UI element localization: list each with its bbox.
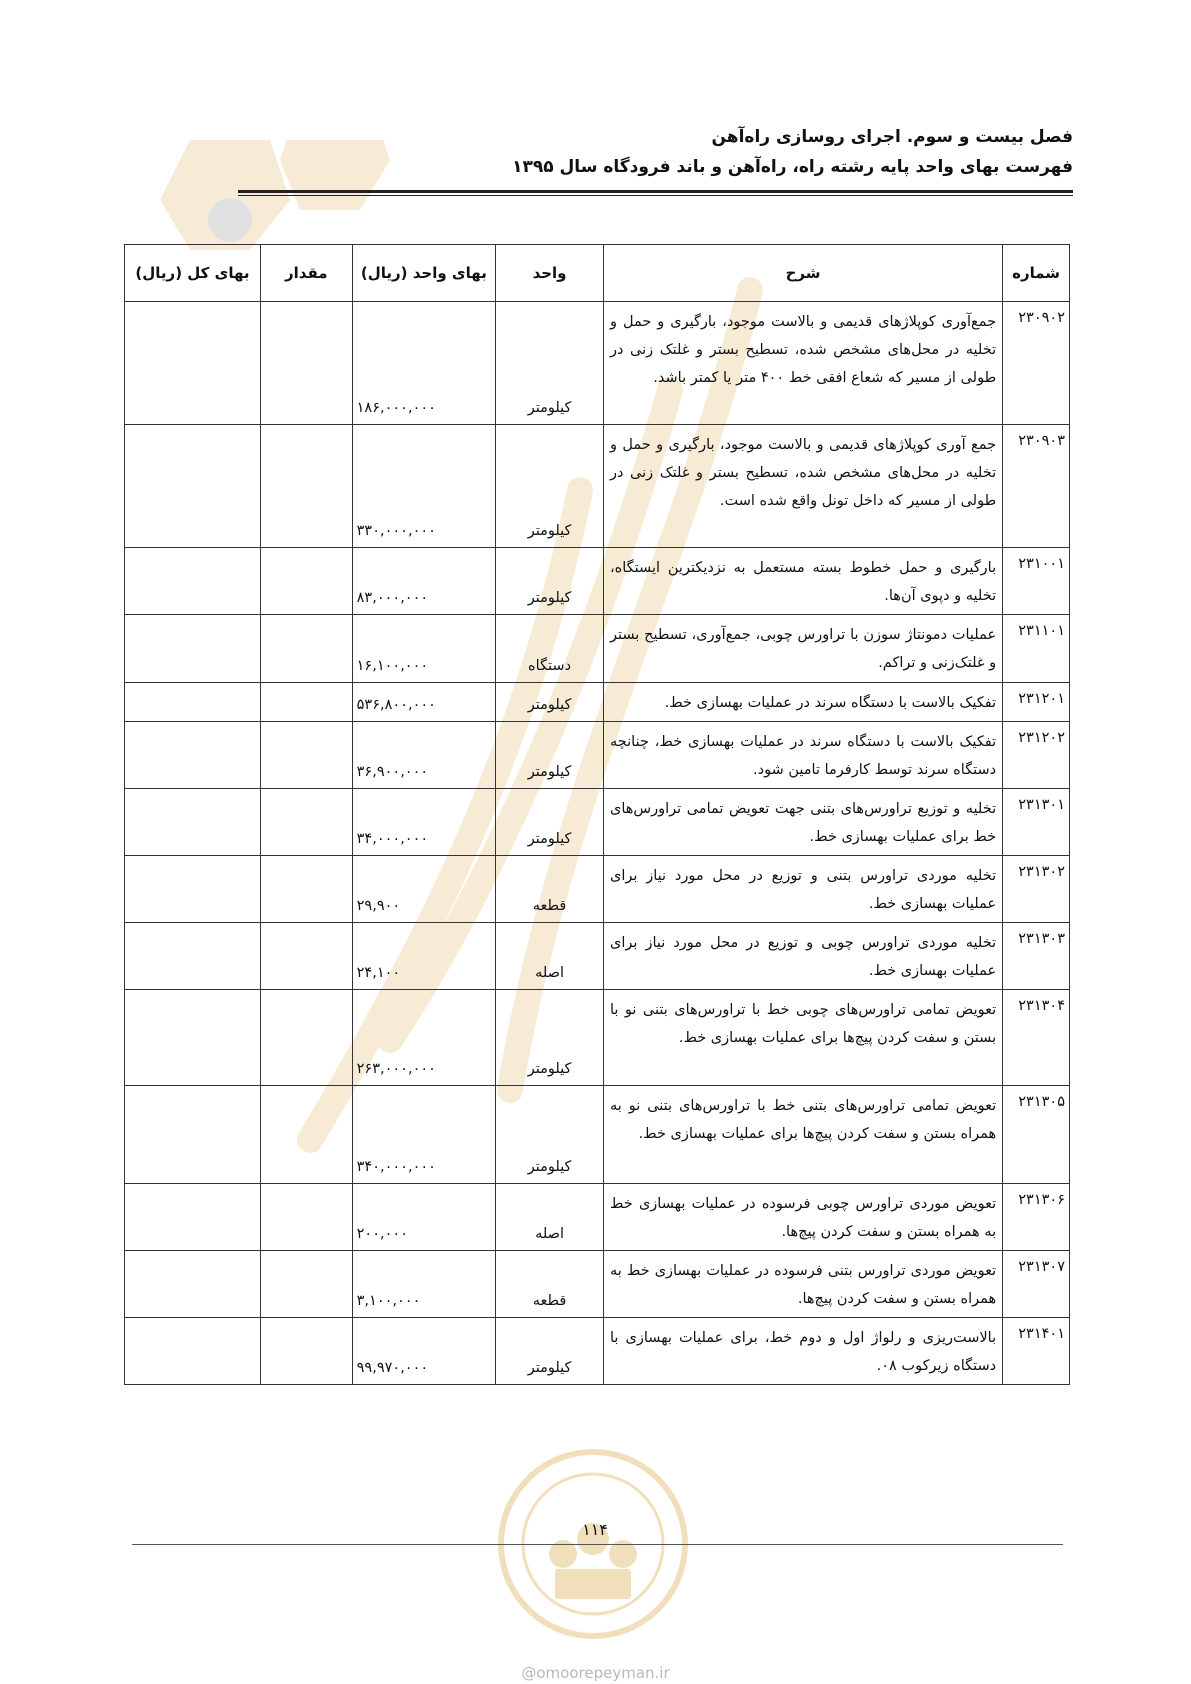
item-unit-price: ۲۴,۱۰۰ — [352, 923, 495, 990]
footer-rule — [132, 1544, 1063, 1545]
item-description: تخلیه موردی تراورس بتنی و توزیع در محل مورد نیاز برای عملیات بهسازی خط. — [603, 856, 1002, 923]
item-quantity — [260, 856, 352, 923]
item-quantity — [260, 1086, 352, 1184]
item-description: تخلیه و توزیع تراورس‌های بتنی جهت تعویض تمامی تراورس‌های خط برای عملیات بهسازی خط. — [603, 789, 1002, 856]
item-unit: کیلومتر — [496, 990, 604, 1086]
item-unit-price: ۲۹,۹۰۰ — [352, 856, 495, 923]
header-description: شرح — [603, 245, 1002, 302]
item-quantity — [260, 683, 352, 722]
item-unit-price: ۳۶,۹۰۰,۰۰۰ — [352, 722, 495, 789]
item-quantity — [260, 302, 352, 425]
item-number: ۲۳۱۴۰۱ — [1003, 1318, 1070, 1385]
item-unit-price: ۱۶,۱۰۰,۰۰۰ — [352, 615, 495, 683]
item-number: ۲۳۱۳۰۴ — [1003, 990, 1070, 1086]
item-total-price — [125, 615, 261, 683]
item-number: ۲۳۱۳۰۲ — [1003, 856, 1070, 923]
item-unit: کیلومتر — [496, 789, 604, 856]
item-description: تعویض موردی تراورس بتنی فرسوده در عملیات بهسازی خط به همراه بستن و سفت کردن پیچ‌ها. — [603, 1251, 1002, 1318]
item-unit-price: ۹۹,۹۷۰,۰۰۰ — [352, 1318, 495, 1385]
item-unit: کیلومتر — [496, 302, 604, 425]
item-quantity — [260, 789, 352, 856]
table-row — [125, 789, 1070, 856]
item-unit: کیلومتر — [496, 1318, 604, 1385]
item-description: جمع آوری کوپلاژهای قدیمی و بالاست موجود، بارگیری و حمل و تخلیه در محل‌های مشخص شده، تسطیح بستر و غلتک زنی در طولی از مسیر که داخل تونل واقع شده است. — [603, 425, 1002, 548]
item-quantity — [260, 425, 352, 548]
item-total-price — [125, 990, 261, 1086]
table-row — [125, 425, 1070, 548]
item-quantity — [260, 1184, 352, 1251]
website-watermark: @omoorepeyman.ir — [521, 1664, 670, 1682]
item-quantity — [260, 548, 352, 615]
item-description: عملیات دمونتاژ سوزن با تراورس چوبی، جمع‌آوری، تسطیح بستر و غلتک‌زنی و تراکم. — [603, 615, 1002, 683]
item-description: تعویض تمامی تراورس‌های چوبی خط با تراورس‌های بتنی نو با بستن و سفت کردن پیچ‌ها برای عملیات بهسازی خط. — [603, 990, 1002, 1086]
item-number: ۲۳۱۳۰۵ — [1003, 1086, 1070, 1184]
item-description: بارگیری و حمل خطوط بسته مستعمل به نزدیکترین ایستگاه، تخلیه و دپوی آن‌ها. — [603, 548, 1002, 615]
item-unit-price: ۵۳۶,۸۰۰,۰۰۰ — [352, 683, 495, 722]
item-number: ۲۳۰۹۰۳ — [1003, 425, 1070, 548]
item-unit: دستگاه — [496, 615, 604, 683]
item-description: جمع‌آوری کوپلاژهای قدیمی و بالاست موجود، بارگیری و حمل و تخلیه در محل‌های مشخص شده، تسطیح بستر و غلتک زنی در طولی از مسیر که شعاع افقی خط ۴۰۰ متر یا کمتر باشد. — [603, 302, 1002, 425]
item-total-price — [125, 1086, 261, 1184]
item-unit-price: ۳۳۰,۰۰۰,۰۰۰ — [352, 425, 495, 548]
item-unit: کیلومتر — [496, 722, 604, 789]
item-number: ۲۳۱۲۰۲ — [1003, 722, 1070, 789]
item-description: بالاست‌ریزی و رلواژ اول و دوم خط، برای عملیات بهسازی با دستگاه زیرکوب ۰۸. — [603, 1318, 1002, 1385]
item-total-price — [125, 1318, 261, 1385]
item-unit-price: ۲۰۰,۰۰۰ — [352, 1184, 495, 1251]
chapter-title: فصل بیست و سوم. اجرای روسازی راه‌آهن — [711, 127, 1073, 147]
table-row — [125, 923, 1070, 990]
item-unit: اصله — [496, 923, 604, 990]
table-header-row — [125, 245, 1070, 302]
header-number: شماره — [1003, 245, 1070, 302]
header-rule-thin — [238, 195, 1073, 196]
item-total-price — [125, 1251, 261, 1318]
item-quantity — [260, 923, 352, 990]
page-number: ۱۱۴ — [582, 1520, 608, 1539]
item-number: ۲۳۱۳۰۶ — [1003, 1184, 1070, 1251]
item-number: ۲۳۱۲۰۱ — [1003, 683, 1070, 722]
item-total-price — [125, 683, 261, 722]
item-total-price — [125, 789, 261, 856]
table-row — [125, 302, 1070, 425]
item-unit-price: ۲۶۳,۰۰۰,۰۰۰ — [352, 990, 495, 1086]
page-header — [238, 122, 1073, 182]
table-row — [125, 856, 1070, 923]
item-number: ۲۳۱۳۰۷ — [1003, 1251, 1070, 1318]
item-quantity — [260, 990, 352, 1086]
item-unit: قطعه — [496, 856, 604, 923]
header-rule — [238, 190, 1073, 193]
item-description: تخلیه موردی تراورس چوبی و توزیع در محل مورد نیاز برای عملیات بهسازی خط. — [603, 923, 1002, 990]
item-number: ۲۳۱۰۰۱ — [1003, 548, 1070, 615]
item-quantity — [260, 615, 352, 683]
item-quantity — [260, 722, 352, 789]
item-unit: کیلومتر — [496, 683, 604, 722]
table-row — [125, 1318, 1070, 1385]
header-unit: واحد — [496, 245, 604, 302]
table-row — [125, 1251, 1070, 1318]
table-row — [125, 548, 1070, 615]
item-number: ۲۳۱۳۰۳ — [1003, 923, 1070, 990]
table-row — [125, 1086, 1070, 1184]
list-title: فهرست بهای واحد پایه رشته راه، راه‌آهن و باند فرودگاه سال ۱۳۹۵ — [512, 157, 1073, 177]
table-row — [125, 722, 1070, 789]
header-quantity: مقدار — [260, 245, 352, 302]
item-unit: قطعه — [496, 1251, 604, 1318]
item-unit-price: ۱۸۶,۰۰۰,۰۰۰ — [352, 302, 495, 425]
table-row — [125, 683, 1070, 722]
item-unit: کیلومتر — [496, 425, 604, 548]
table-row — [125, 1184, 1070, 1251]
item-number: ۲۳۰۹۰۲ — [1003, 302, 1070, 425]
item-number: ۲۳۱۱۰۱ — [1003, 615, 1070, 683]
item-total-price — [125, 548, 261, 615]
item-description: تعویض تمامی تراورس‌های بتنی خط با تراورس‌های بتنی نو به همراه بستن و سفت کردن پیچ‌ها برای عملیات بهسازی خط. — [603, 1086, 1002, 1184]
table-row — [125, 615, 1070, 683]
header-total-price: بهای کل (ریال) — [125, 245, 261, 302]
item-unit-price: ۸۳,۰۰۰,۰۰۰ — [352, 548, 495, 615]
item-quantity — [260, 1251, 352, 1318]
item-description: تفکیک بالاست با دستگاه سرند در عملیات بهسازی خط، چنانچه دستگاه سرند توسط کارفرما تامین شود. — [603, 722, 1002, 789]
item-total-price — [125, 923, 261, 990]
item-unit: کیلومتر — [496, 548, 604, 615]
item-total-price — [125, 302, 261, 425]
table-row — [125, 990, 1070, 1086]
item-quantity — [260, 1318, 352, 1385]
item-total-price — [125, 722, 261, 789]
item-unit: کیلومتر — [496, 1086, 604, 1184]
item-description: تعویض موردی تراورس چوبی فرسوده در عملیات بهسازی خط به همراه بستن و سفت کردن پیچ‌ها. — [603, 1184, 1002, 1251]
item-number: ۲۳۱۳۰۱ — [1003, 789, 1070, 856]
item-unit-price: ۳۴۰,۰۰۰,۰۰۰ — [352, 1086, 495, 1184]
item-unit-price: ۳,۱۰۰,۰۰۰ — [352, 1251, 495, 1318]
item-total-price — [125, 425, 261, 548]
price-table — [124, 244, 1070, 1385]
item-description: تفکیک بالاست با دستگاه سرند در عملیات بهسازی خط. — [603, 683, 1002, 722]
item-total-price — [125, 856, 261, 923]
item-total-price — [125, 1184, 261, 1251]
item-unit: اصله — [496, 1184, 604, 1251]
header-unit-price: بهای واحد (ریال) — [352, 245, 495, 302]
item-unit-price: ۳۴,۰۰۰,۰۰۰ — [352, 789, 495, 856]
